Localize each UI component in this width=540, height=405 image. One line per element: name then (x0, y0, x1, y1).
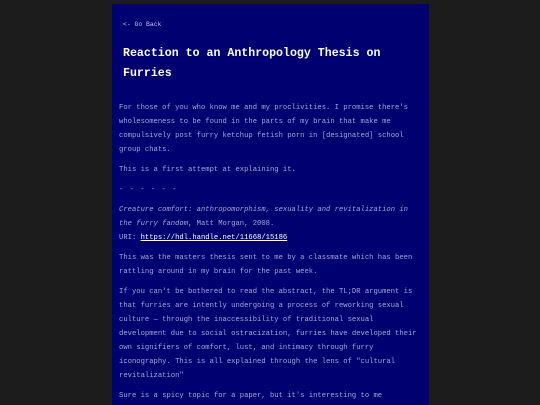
first-attempt-paragraph: This is a first attempt at explaining it. (119, 166, 296, 174)
intro-paragraph: For those of you who know me and my proclivities. I promise there's wholesomeness to be found in the parts of my brain that make me compulsively post furry ketchup fetish porn in [designated] school group chats. (119, 104, 408, 154)
masters-paragraph: This was the masters thesis sent to me by a classmate which has been rattling around in my brain for the past week. (119, 254, 413, 276)
citation-uri-label: URI: (119, 234, 141, 242)
citation-title: Creature comfort: anthropomorphism, sexuality and revitalization in the furry fandom (119, 206, 408, 228)
article-page (112, 4, 429, 405)
spicy-paragraph: Sure is a spicy topic for a paper, but it's interesting to me (119, 392, 383, 400)
page-title: Reaction to an Anthropology Thesis on Furries (123, 47, 381, 80)
go-back-link[interactable]: <- Go Back (123, 21, 162, 28)
citation-paragraph (119, 203, 420, 245)
separator: - - - - - - (119, 186, 178, 194)
citation-author: , Matt Morgan, 2008. (188, 220, 275, 228)
article-body (119, 101, 420, 403)
citation-link[interactable]: https://hdl.handle.net/11668/15186 (140, 234, 288, 242)
tldr-paragraph: If you can't be bothered to read the abstract, the TL;DR argument is that furries are intently undergoing a process of reworking sexual culture — through the inaccessibility of traditional sexual development due to social ostracization, furries have developed their own signifiers of comfort, lust, and intimacy through furry iconography. This is all explained through the lens of "cultural revitalization" (119, 288, 417, 380)
